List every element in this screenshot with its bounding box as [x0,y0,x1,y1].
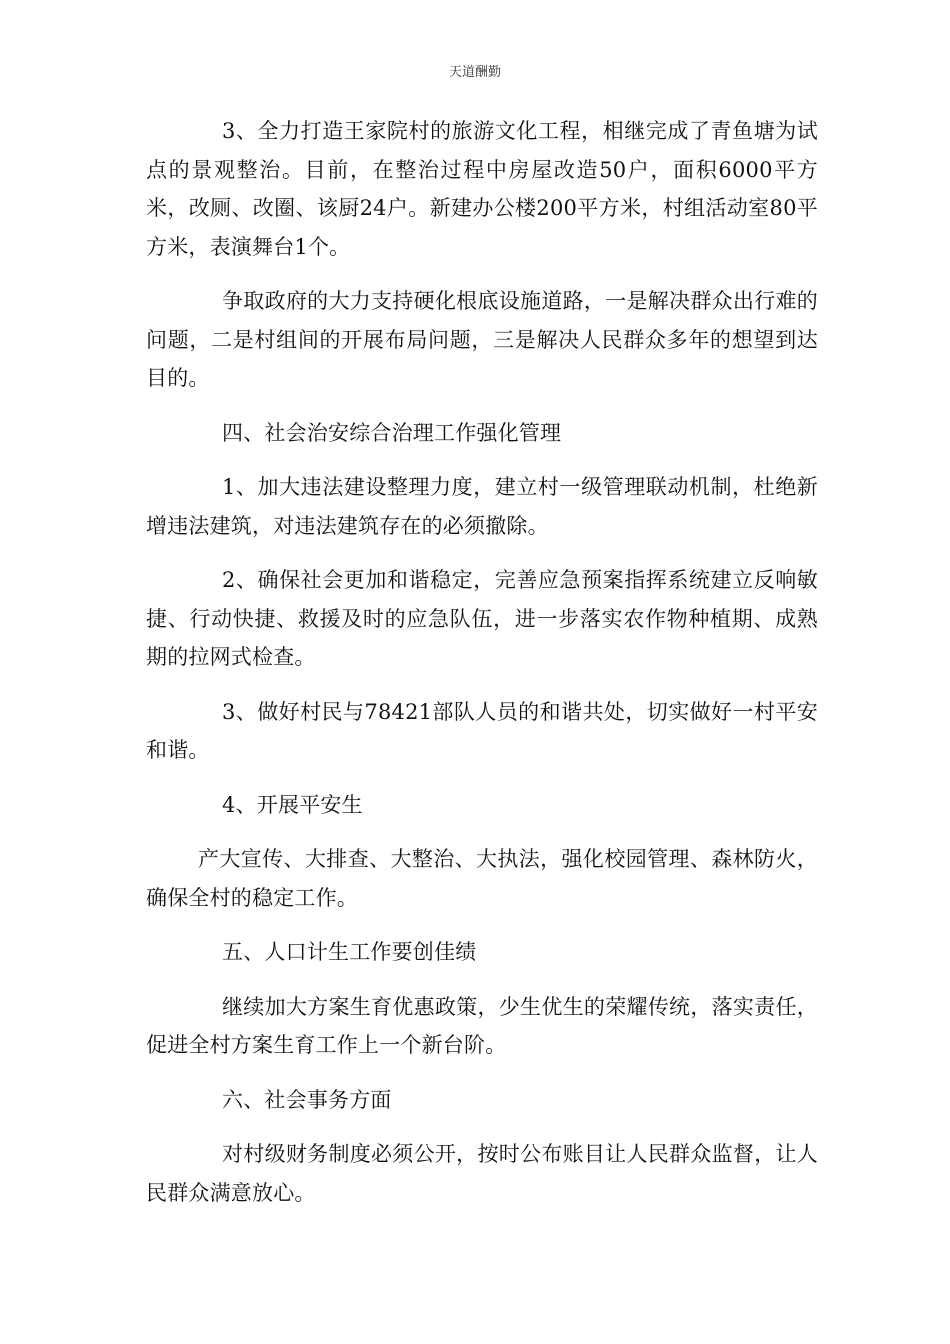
section-heading-public-security: 四、社会治安综合治理工作强化管理 [222,420,562,445]
section-heading-social-affairs: 六、社会事务方面 [222,1087,392,1112]
paragraph-family-planning-policy: 继续加大方案生育优惠政策，少生优生的荣耀传统，落实责任，促进全村方案生育工作上一个新台阶。 [146,994,818,1057]
paragraph-financial-transparency: 对村级财务制度必须公开，按时公布账目让人民群众监督，让人民群众满意放心。 [146,1142,818,1205]
page-header: 天道酬勤 [448,65,501,80]
paragraph-army-civilian-harmony: 3、做好村民与78421部队人员的和谐共处，切实做好一村平安和谐。 [146,699,818,762]
section-heading-family-planning: 五、人口计生工作要创佳绩 [222,940,477,964]
paragraph-safety-campaign: 产大宣传、大排查、大整治、大执法，强化校园管理、森林防火，确保全村的稳定工作。 [146,847,818,910]
document-body [146,112,818,1212]
paragraph-safety-production-heading: 4、开展平安生 [222,792,363,817]
paragraph-tourism-project: 3、全力打造王家院村的旅游文化工程，相继完成了青鱼塘为试点的景观整治。目前，在整治过程中房屋改造50户，面积6000平方米，改厕、改圈、该厨24户。新建办公楼200平方米，村组活动室80平方米，表演舞台1个。 [146,119,818,259]
paragraph-social-stability: 2、确保社会更加和谐稳定，完善应急预案指挥系统建立反响敏捷、行动快捷、救援及时的应急队伍，进一步落实农作物种植期、成熟期的拉网式检查。 [146,568,818,669]
paragraph-infrastructure-roads: 争取政府的大力支持硬化根底设施道路，一是解决群众出行难的问题，二是村组间的开展布局问题，三是解决人民群众多年的想望到达目的。 [146,289,818,390]
paragraph-illegal-construction: 1、加大违法建设整理力度，建立村一级管理联动机制，杜绝新增违法建筑，对违法建筑存在的必须撤除。 [146,475,818,538]
